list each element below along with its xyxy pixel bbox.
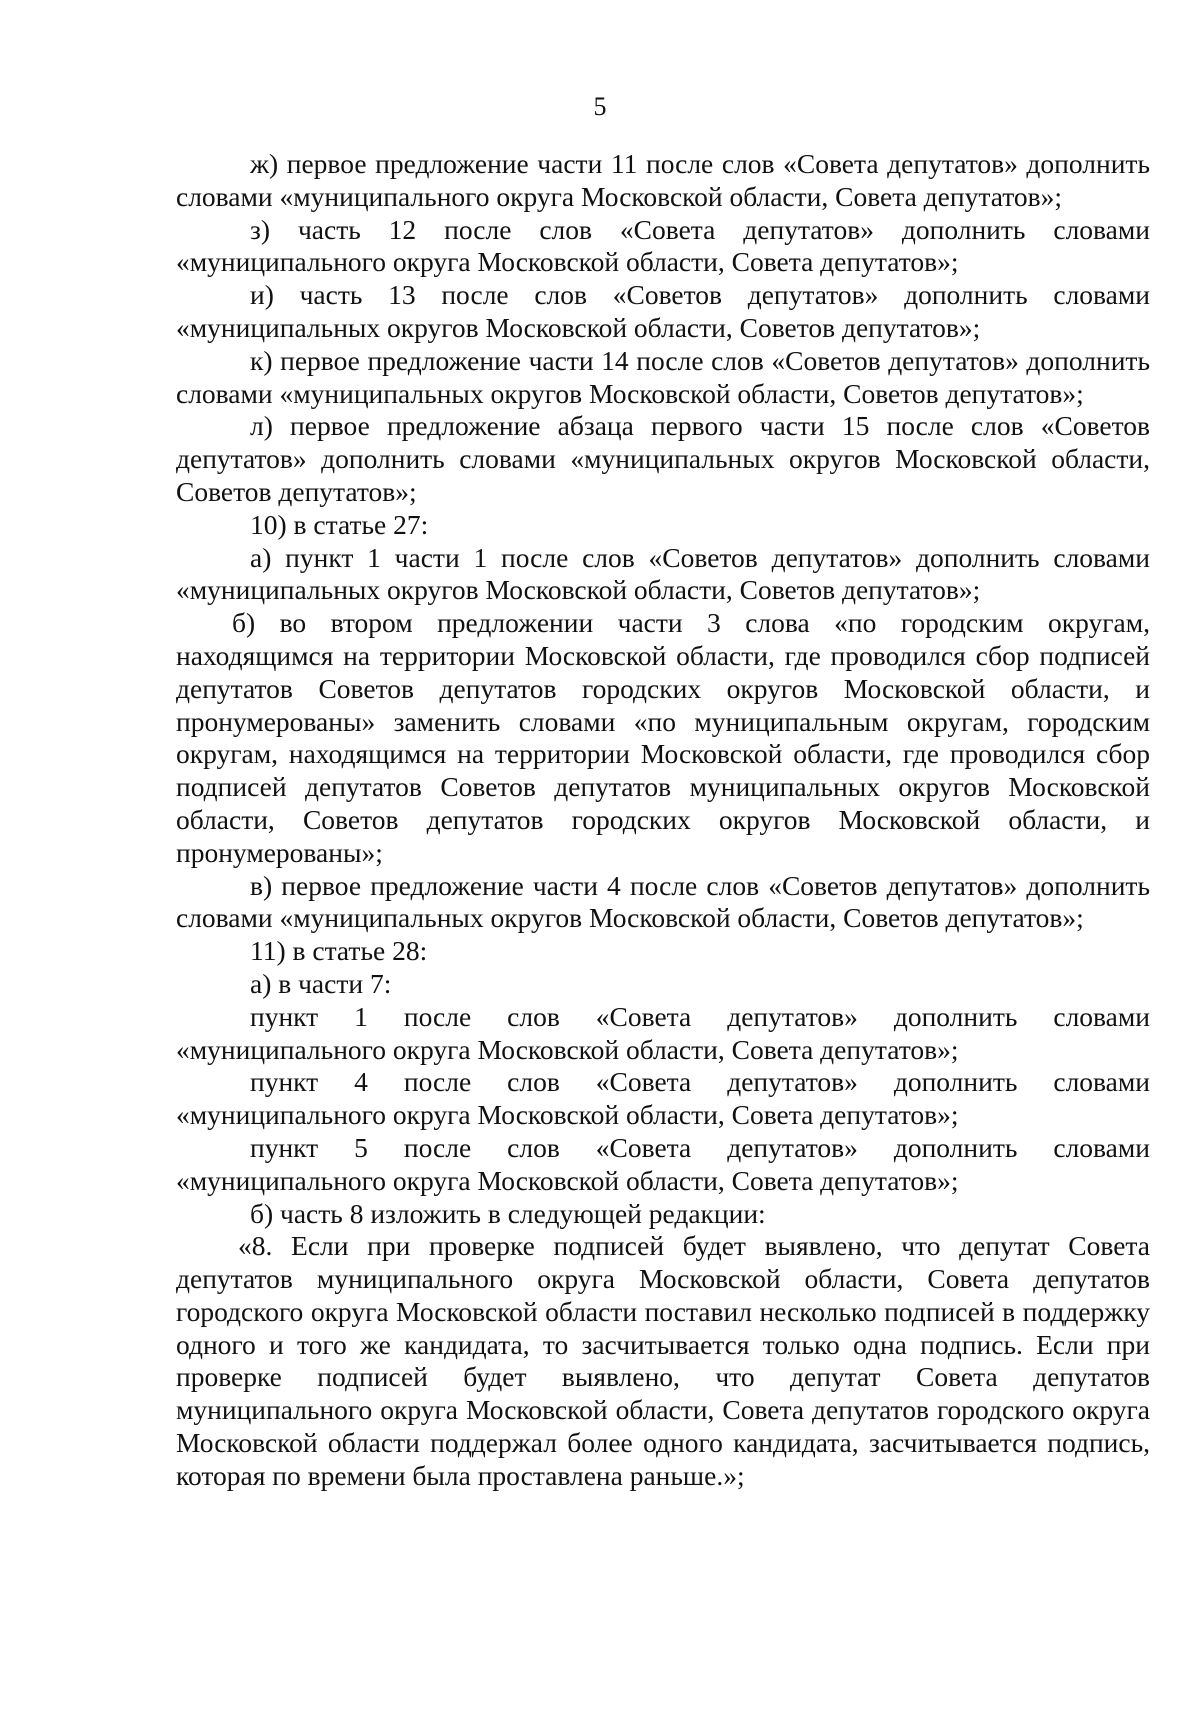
paragraph-28-a-item-4: пункт 4 после слов «Совета депутатов» дополнить словами «муниципального округа Московской области, Совета депутатов»; [176, 1066, 1150, 1131]
document-body [176, 148, 1150, 1493]
paragraph-28-b: б) часть 8 изложить в следующей редакции: [250, 1197, 766, 1229]
paragraph-zh: ж) первое предложение части 11 после слов «Совета депутатов» дополнить словами «муниципального округа Московской области, Совета депутатов»; [176, 148, 1150, 212]
paragraph-i: и) часть 13 после слов «Советов депутатов» дополнить словами «муниципальных округов Московской области, Советов депутатов»; [176, 279, 1150, 343]
paragraph-28-a: а) в части 7: [250, 967, 392, 999]
paragraph-z: з) часть 12 после слов «Совета депутатов» дополнить словами «муниципального округа Московской области, Совета депутатов»; [176, 213, 1150, 278]
paragraph-28-a-item-5: пункт 5 после слов «Совета депутатов» дополнить словами «муниципального округа Московской области, Совета депутатов»; [176, 1131, 1150, 1196]
paragraph-28-part-8-text: «8. Если при проверке подписей будет выявлено, что депутат Совета депутатов муниципального округа Московской области, Совета депутатов городского округа Московской области поставил несколько подписей в поддержку одного и того же кандидата, то засчитывается только одна подпись. Если при проверке подписей будет выявлено, что депутат Совета депутатов муниципального округа Московской области, Совета депутатов городского округа Московской области поддержал более одного кандидата, засчитывается подпись, которая по времени была проставлена раньше.»; [176, 1230, 1150, 1491]
paragraph-27-v: в) первое предложение части 4 после слов «Советов депутатов» дополнить словами «муниципальных округов Московской области, Советов депутатов»; [176, 869, 1150, 934]
page-number: 5 [593, 92, 607, 121]
paragraph-article-27: 10) в статье 27: [250, 508, 429, 540]
paragraph-27-b: б) во втором предложении части 3 слова «по городским округам, находящимся на территории Московской области, где проводился сбор подписей депутатов Советов депутатов городских округов Московской области, и пронумерованы» заменить словами «по муниципальным округам, городским округам, находящимся на территории Московской области, где проводился сбор подписей депутатов Советов депутатов муниципальных округов Московской области, Советов депутатов городских округов Московской области, и пронумерованы»; [176, 607, 1150, 868]
paragraph-l: л) первое предложение абзаца первого части 15 после слов «Советов депутатов» дополнить словами «муниципальных округов Московской области, Советов депутатов»; [176, 410, 1150, 507]
paragraph-27-a: а) пункт 1 части 1 после слов «Советов депутатов» дополнить словами «муниципальных округов Московской области, Советов депутатов»; [176, 541, 1150, 606]
paragraph-k: к) первое предложение части 14 после слов «Советов депутатов» дополнить словами «муниципальных округов Московской области, Советов депутатов»; [176, 344, 1150, 409]
paragraph-article-28: 11) в статье 28: [250, 935, 428, 967]
paragraph-28-a-item-1: пункт 1 после слов «Совета депутатов» дополнить словами «муниципального округа Московской области, Совета депутатов»; [176, 1000, 1150, 1065]
